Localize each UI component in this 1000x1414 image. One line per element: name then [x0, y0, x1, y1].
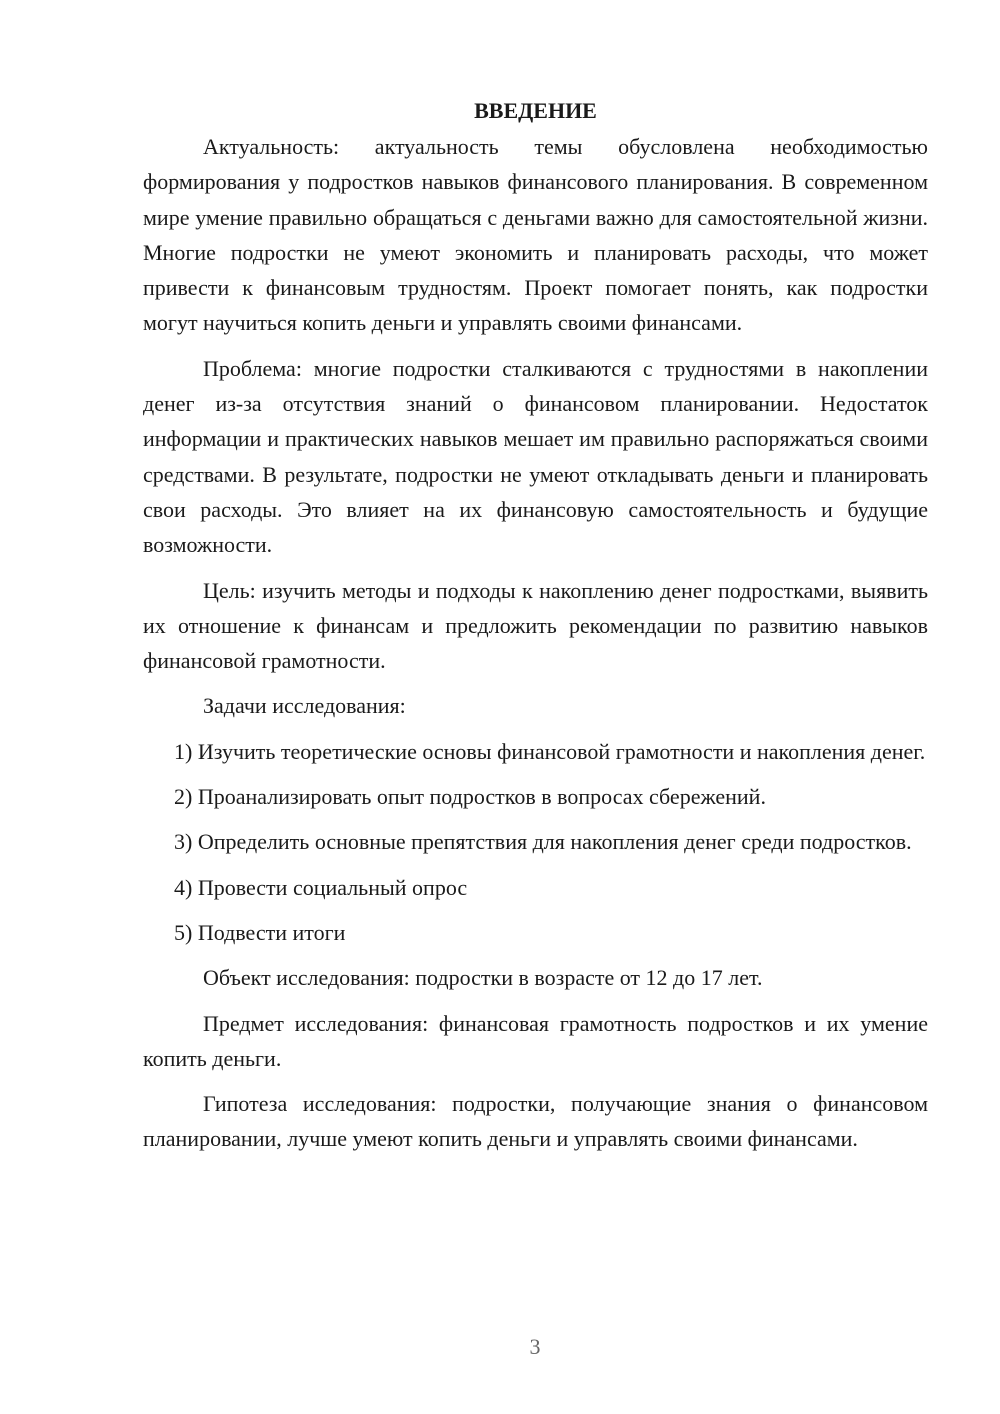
task-item-2: 2) Проанализировать опыт подростков в вопросах сбережений. — [174, 784, 766, 810]
task-item-1: 1) Изучить теоретические основы финансовой грамотности и накопления денег. — [174, 738, 926, 764]
paragraph-hypothesis: Гипотеза исследования: подростки, получающие знания о финансовом планировании, лучше умеют копить деньги и управлять своими финансами. — [143, 1091, 928, 1152]
paragraph-object: Объект исследования: подростки в возрасте от 12 до 17 лет. — [203, 965, 763, 991]
task-item-5: 5) Подвести итоги — [174, 919, 346, 945]
task-item-4: 4) Провести социальный опрос — [174, 874, 468, 900]
task-item-3: 3) Определить основные препятствия для накопления денег среди подростков. — [174, 829, 912, 855]
paragraph-relevance: Актуальность: актуальность темы обусловлена необходимостью формирования у подростков навыков финансового планирования. В современном мире умение правильно обращаться с деньгами важно для самостоятельной жизни. Многие подростки не умеют экономить и планировать расходы, что может привести к финансовым трудностям. Проект помогает понять, как подростки могут научиться копить деньги и управлять своими финансами. — [143, 134, 928, 336]
document-page — [143, 96, 928, 1167]
paragraph-problem: Проблема: многие подростки сталкиваются с трудностями в накоплении денег из-за отсутствия знаний о финансовом планировании. Недостаток информации и практических навыков мешает им правильно распоряжаться своими средствами. В результате, подростки не умеют откладывать деньги и планировать свои расходы. Это влияет на их финансовую самостоятельность и будущие возможности. — [143, 355, 928, 558]
page-number: 3 — [529, 1334, 541, 1359]
paragraph-tasks-heading: Задачи исследования: — [203, 693, 406, 719]
section-title: ВВЕДЕНИЕ — [474, 98, 597, 123]
paragraph-goal: Цель: изучить методы и подходы к накоплению денег подростками, выявить их отношение к финансам и предложить рекомендации по развитию навыков финансовой грамотности. — [143, 577, 928, 674]
paragraph-subject: Предмет исследования: финансовая грамотность подростков и их умение копить деньги. — [143, 1010, 928, 1071]
